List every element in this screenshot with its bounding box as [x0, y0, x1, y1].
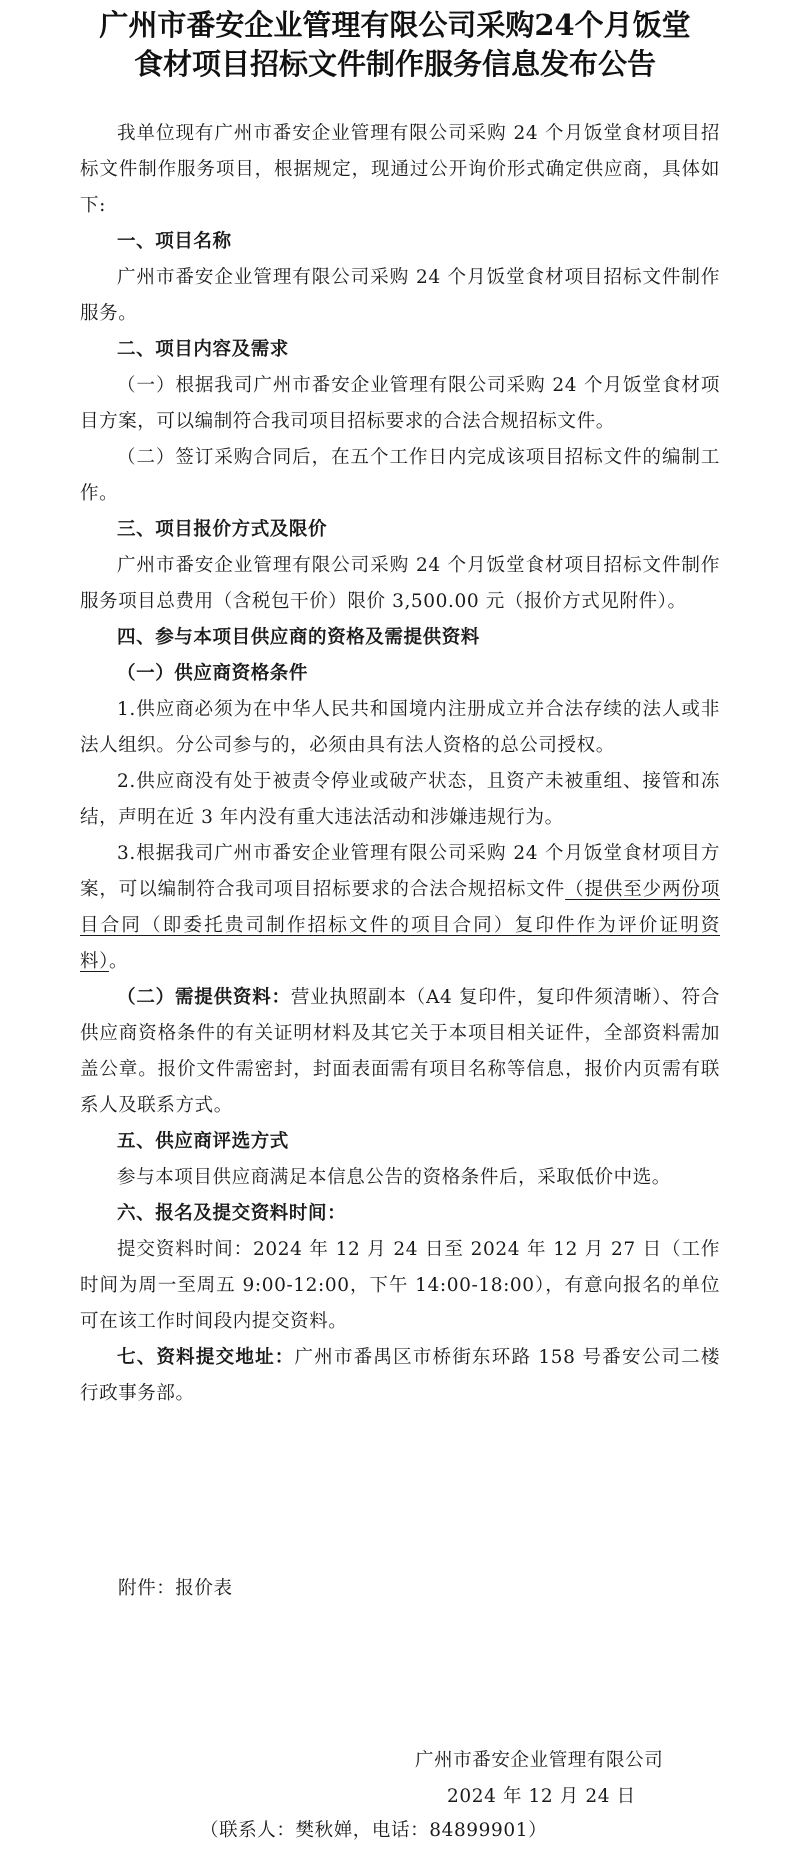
section-5-text: 参与本项目供应商满足本信息公告的资格条件后，采取低价中选。: [117, 1167, 671, 1188]
section-1-text: 广州市番安企业管理有限公司采购 24 个月饭堂食材项目招标文件制作服务。: [80, 267, 720, 324]
condition-3-underlined: （提供至少两份项目合同（即委托贵司制作招标文件的项目合同）复印件作为评价证明资料）: [80, 879, 720, 972]
section-2-item-2: （二）签订采购合同后，在五个工作日内完成该项目招标文件的编制工作。: [80, 447, 720, 504]
section-7: [80, 1340, 720, 1412]
signature-contact: （联系人：樊秋婵，电话：84899901）: [200, 1820, 548, 1841]
section-7-text: 广州市番禺区市桥街东环路 158 号番安公司二楼行政事务部。: [80, 1347, 720, 1404]
condition-3: [80, 836, 720, 980]
title-line-2: 食材项目招标文件制作服务信息发布公告: [133, 47, 656, 81]
section-4-sub-2-label: （二）需提供资料：: [117, 987, 291, 1008]
section-1-heading: 一、项目名称: [117, 231, 232, 252]
section-3-heading: 三、项目报价方式及限价: [117, 519, 328, 540]
section-2-heading: 二、项目内容及需求: [117, 339, 289, 360]
attachment-note: 附件：报价表: [118, 1578, 233, 1599]
signature-date: 2024 年 12 月 24 日: [447, 1786, 636, 1807]
condition-2: 2.供应商没有处于被责令停业或破产状态，且资产未被重组、接管和冻结，声明在近 3 年内没有重大违法活动和涉嫌违规行为。: [80, 771, 720, 828]
section-5-heading: 五、供应商评选方式: [117, 1131, 289, 1152]
signature-company: 广州市番安企业管理有限公司: [415, 1750, 664, 1771]
title-line-1: 广州市番安企业管理有限公司采购24个月饭堂: [99, 8, 691, 42]
section-3-text: 广州市番安企业管理有限公司采购 24 个月饭堂食材项目招标文件制作服务项目总费用（含税包干价）限价 3,500.00 元（报价方式见附件）。: [80, 555, 720, 612]
section-7-label: 七、资料提交地址：: [117, 1347, 295, 1368]
section-2-item-1: （一）根据我司广州市番安企业管理有限公司采购 24 个月饭堂食材项目方案，可以编制符合我司项目招标要求的合法合规招标文件。: [80, 375, 720, 432]
condition-1: 1.供应商必须为在中华人民共和国境内注册成立并合法存续的法人或非法人组织。分公司参与的，必须由具有法人资格的总公司授权。: [80, 699, 720, 756]
section-4-sub-2: [80, 980, 720, 1124]
section-4-heading: 四、参与本项目供应商的资格及需提供资料: [117, 627, 480, 648]
condition-3-end: 。: [108, 951, 129, 972]
intro-paragraph: 我单位现有广州市番安企业管理有限公司采购 24 个月饭堂食材项目招标文件制作服务项目，根据规定，现通过公开询价形式确定供应商，具体如下:: [80, 123, 720, 216]
condition-3-text: 3.根据我司广州市番安企业管理有限公司采购 24 个月饭堂食材项目方案，可以编制符合我司项目招标要求的合法合规招标文件: [80, 843, 720, 900]
section-4-sub-2-text: 营业执照副本（A4 复印件，复印件须清晰）、符合供应商资格条件的有关证明材料及其它关于本项目相关证件，全部资料需加盖公章。报价文件需密封，封面表面需有项目名称等信息，报价内页需有联系人及联系方式。: [80, 987, 720, 1116]
document-body: [80, 116, 720, 1412]
section-6-text: 提交资料时间：2024 年 12 月 24 日至 2024 年 12 月 27 日（工作时间为周一至周五 9:00-12:00，下午 14:00-18:00），有意向报名的单位可在该工作时间段内提交资料。: [80, 1239, 720, 1332]
section-4-sub-1: （一）供应商资格条件: [117, 663, 309, 684]
section-6-heading: 六、报名及提交资料时间：: [117, 1203, 347, 1224]
